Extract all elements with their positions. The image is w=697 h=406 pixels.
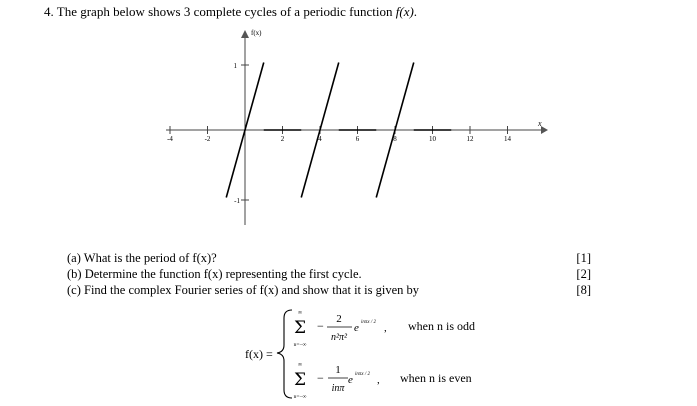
case2-comma: , [377,374,380,386]
part-b-text: Determine the function f(x) representing the first cycle. [84,267,362,281]
x-axis-arrow [541,126,548,134]
y-tick-label-minus-1: -1 [234,197,240,205]
case1-exponent: inπx / 2 [361,320,377,325]
y-axis-label: f(x) [251,29,262,37]
formula-lhs: f(x) = [245,347,273,361]
case1-sigma: Σ [293,318,307,338]
part-c-marks: [8] [576,283,591,297]
x-tick-label: 10 [429,135,436,143]
question-text: 4. The graph below shows 3 complete cycles of a periodic function [44,4,396,19]
case1-minus: − [317,319,324,333]
case2-minus: − [317,371,324,385]
part-a-marks: [1] [576,251,591,265]
case1-sum-top: ∞ [297,310,303,316]
x-tick-label: 8 [393,135,397,143]
question-suffix: . [413,4,418,19]
part-c-label: (c) [67,283,81,297]
case2-numerator: 1 [335,364,341,376]
case2-sigma: Σ [293,370,307,390]
case1-denominator: n²π² [330,332,348,343]
case1-condition: when n is odd [408,319,475,333]
case2-condition: when n is even [400,371,472,385]
y-axis-arrow [241,30,249,38]
case2-e: e [348,374,353,386]
x-tick-label: 6 [355,135,360,143]
x-tick-label: 12 [466,135,474,143]
x-tick-label: 14 [504,135,511,143]
case2-sum-bottom: n=−∞ [293,394,307,400]
x-tick-label: 2 [280,135,285,143]
x-tick-label: -2 [204,135,211,143]
case2-denominator: inπ [331,383,345,394]
case1-sum-bottom: n=−∞ [293,342,307,348]
marks-column [563,250,591,298]
part-b-label: (b) [67,267,82,281]
x-tick-label: 4 [318,135,322,143]
part-c-text: Find the complex Fourier series of f(x) and show that it is given by [84,283,420,297]
x-ticks [167,126,511,143]
x-axis-label: x [538,119,542,128]
x-tick-label: -4 [167,135,173,143]
part-a-label: (a) [67,251,81,265]
part-a-text: What is the period of f(x)? [83,251,217,265]
case2-exponent: inπx / 2 [355,372,371,377]
y-tick-label-1: 1 [233,62,237,70]
question-function: f(x) [395,4,414,19]
case2-sum-top: ∞ [297,362,303,368]
part-b-marks: [2] [576,267,591,281]
case1-comma: , [384,322,387,334]
case1-e: e [354,322,359,334]
case1-numerator: 2 [336,313,342,325]
brace [277,310,292,398]
